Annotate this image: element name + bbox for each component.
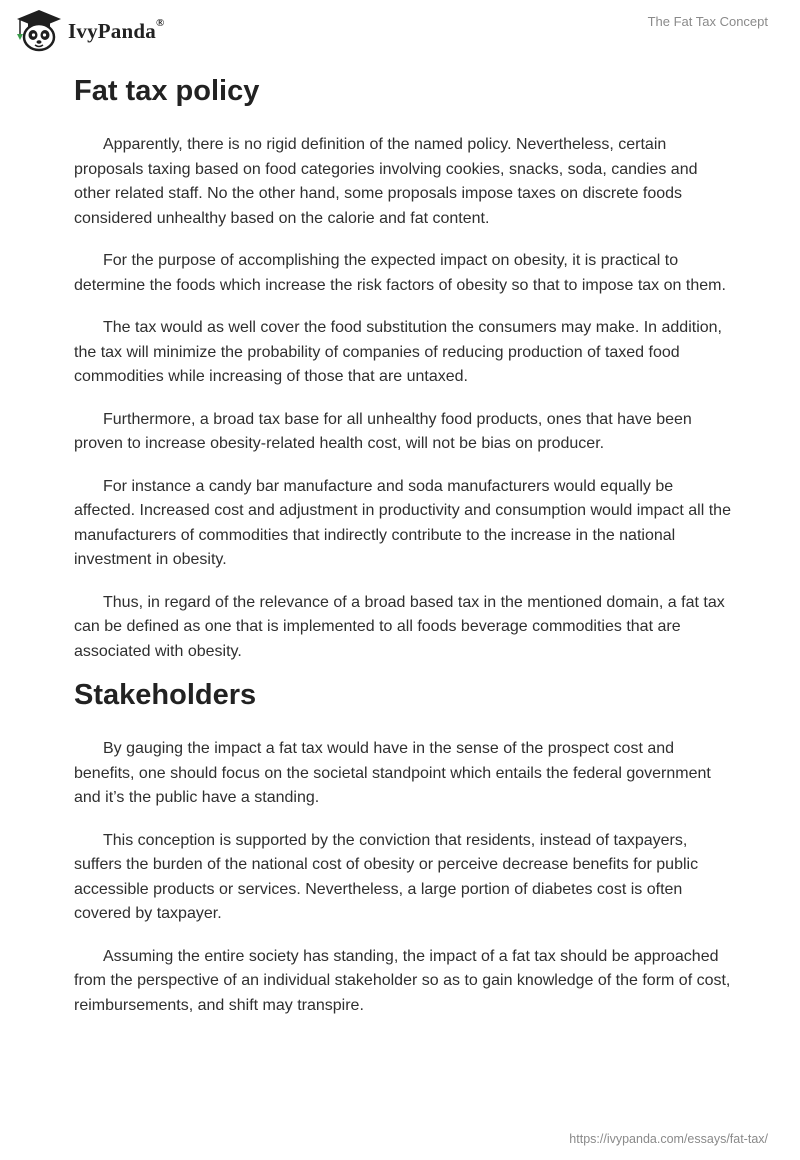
paragraph: For the purpose of accomplishing the expected impact on obesity, it is practical to determine the foods which increase the risk factors of obesity so that to impose tax on them.	[74, 252, 726, 294]
section-heading-fat-tax-policy: Fat tax policy	[74, 75, 260, 107]
panda-logo-icon	[14, 8, 64, 54]
document-title: The Fat Tax Concept	[647, 14, 768, 29]
paragraph: Furthermore, a broad tax base for all unhealthy food products, ones that have been proven to increase obesity-related health cost, will not be bias on producer.	[74, 410, 692, 452]
paragraph: Assuming the entire society has standing, the impact of a fat tax should be approached from the perspective of an individual stakeholder so as to gain knowledge of the form of cost, reimbursements, and shift may transpire.	[74, 947, 731, 1014]
brand-name: IvyPanda®	[68, 16, 165, 43]
paragraph: Apparently, there is no rigid definition of the named policy. Nevertheless, certain proposals taxing based on food categories involving cookies, snacks, soda, candies and other related staff. No the other hand, some proposals impose taxes on discrete foods considered unhealthy based on the calorie and fat content.	[74, 136, 698, 227]
brand-logo[interactable]	[14, 8, 164, 54]
source-url-link[interactable]: https://ivypanda.com/essays/fat-tax/	[569, 1132, 768, 1146]
paragraph: This conception is supported by the conviction that residents, instead of taxpayers, suffers the burden of the national cost of obesity or perceive decrease benefits for public accessible products or services. Nevertheless, a large portion of diabetes cost is often covered by taxpayer.	[74, 831, 699, 922]
page-header	[0, 0, 800, 60]
paragraph: The tax would as well cover the food substitution the consumers may make. In addition, the tax will minimize the probability of companies of reducing production of taxed food commodities while increasing of those that are untaxed.	[74, 319, 722, 385]
article-body	[74, 70, 734, 1018]
paragraph: Thus, in regard of the relevance of a broad based tax in the mentioned domain, a fat tax can be defined as one that is implemented to all foods beverage commodities that are associated with obesity.	[74, 593, 725, 660]
paragraph: By gauging the impact a fat tax would have in the sense of the prospect cost and benefits, one should focus on the societal standpoint which entails the federal government and it’s the public have a standing.	[74, 740, 711, 806]
paragraph: For instance a candy bar manufacture and soda manufacturers would equally be affected. Increased cost and adjustment in productivity and consumption would impact all the manufacturers of commodities that indirectly contribute to the increase in the national investment in obesity.	[74, 477, 731, 568]
section-heading-stakeholders: Stakeholders	[74, 679, 257, 711]
